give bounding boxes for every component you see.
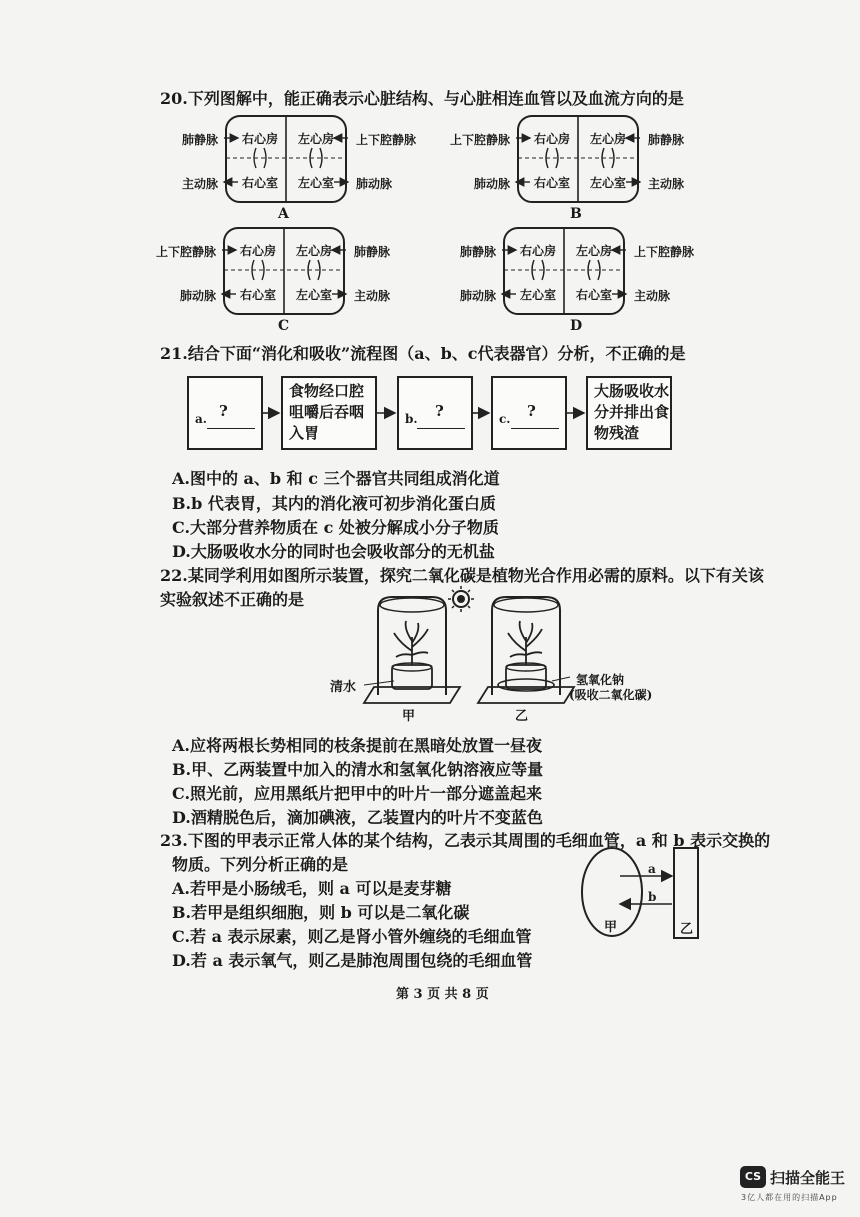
q22-option-d: D.酒精脱色后，滴加碘液，乙装置内的叶片不变蓝色	[172, 808, 543, 827]
heart-label-rv: 右心室	[240, 288, 277, 302]
q21-option-c: C.大部分营养物质在 c 处被分解成小分子物质	[172, 518, 499, 537]
heart-label-right-bottom: 主动脉	[648, 177, 685, 191]
q20-title: 20.下列图解中，能正确表示心脏结构、与心脏相连血管以及血流方向的是	[160, 89, 684, 108]
heart-label-right-bottom: 肺动脉	[356, 177, 393, 191]
flow-box-a-label: a.	[195, 412, 207, 426]
heart-label-la: 左心房	[298, 132, 335, 146]
flow-box-mouth-line3: 入胃	[289, 424, 320, 442]
flow-box-li-line2: 分并排出食	[594, 403, 670, 421]
flow-box-c-label: c.	[499, 412, 511, 426]
label-yi-23: 乙	[680, 922, 694, 937]
heart-label-left-top: 肺静脉	[459, 245, 496, 259]
heart-label-left-bottom: 肺动脉	[179, 289, 216, 303]
heart-label-right-bottom: 主动脉	[634, 289, 671, 303]
label-jia-23: 甲	[604, 920, 618, 935]
page-number: 第 3 页 共 8 页	[396, 987, 489, 1002]
heart-label-left-bottom: 肺动脉	[473, 177, 510, 191]
heart-label-lv: 右心室	[576, 288, 613, 302]
q23-option-d: D.若 a 表示氧气，则乙是肺泡周围包绕的毛细血管	[172, 951, 533, 970]
label-b: b	[648, 890, 657, 904]
heart-label-ra: 右心房	[534, 132, 571, 146]
q23-option-b: B.若甲是组织细胞，则 b 可以是二氧化碳	[172, 903, 470, 922]
camscanner-logo: CS	[740, 1166, 766, 1188]
heart-label-la: 左心房	[576, 244, 613, 258]
flow-arrows	[0, 0, 860, 470]
flow-box-li-line1: 大肠吸收水	[594, 382, 670, 400]
q23-option-c: C.若 a 表示尿素，则乙是肾小管外缠绕的毛细血管	[172, 927, 532, 946]
heart-label-la: 左心房	[590, 132, 627, 146]
heart-diagram-label-c: C	[278, 318, 290, 334]
q22-title-line2: 实验叙述不正确的是	[160, 590, 305, 609]
q23-title-line2: 物质。下列分析正确的是	[172, 855, 349, 874]
bell-jar-jia	[364, 597, 460, 703]
heart-label-left-top: 上下腔静脉	[449, 133, 510, 147]
heart-label-left-bottom: 肺动脉	[459, 289, 496, 303]
heart-label-left-top: 上下腔静脉	[155, 245, 216, 259]
flow-box-a-unknown: ?	[219, 402, 228, 420]
label-jia: 甲	[402, 709, 416, 724]
flow-box-li-line3: 物残渣	[594, 424, 640, 442]
heart-label-right-top: 上下腔静脉	[634, 245, 695, 259]
heart-label-ra: 右心房	[240, 244, 277, 258]
camscanner-tagline: 3亿人都在用的扫描App	[741, 1193, 838, 1202]
heart-label-lv: 左心室	[296, 288, 333, 302]
q21-option-b: B.b 代表胃，其内的消化液可初步消化蛋白质	[172, 494, 496, 513]
q22-option-a: A.应将两根长势相同的枝条提前在黑暗处放置一昼夜	[172, 736, 542, 755]
heart-label-rv: 左心室	[520, 288, 557, 302]
flow-box-mouth-line2: 咀嚼后吞咽	[289, 403, 365, 421]
heart-label-right-top: 肺静脉	[354, 245, 391, 259]
label-yi: 乙	[515, 709, 529, 724]
heart-label-ra: 右心房	[520, 244, 557, 258]
label-naoh: 氢氧化钠	[576, 673, 625, 687]
label-naoh-note: (吸收二氧化碳)	[569, 688, 653, 702]
camscanner-brand: 扫描全能王	[770, 1169, 846, 1187]
bell-jar-yi	[478, 597, 574, 703]
label-a: a	[648, 862, 656, 876]
heart-diagram-label-b: B	[570, 206, 582, 222]
q23-title-line1: 23.下图的甲表示正常人体的某个结构，乙表示其周围的毛细血管，a 和 b 表示交换的	[160, 831, 771, 850]
q23-option-a: A.若甲是小肠绒毛，则 a 可以是麦芽糖	[172, 879, 452, 898]
flow-box-c-unknown: ?	[527, 402, 536, 420]
heart-label-right-bottom: 主动脉	[354, 289, 391, 303]
heart-diagram-label-d: D	[570, 318, 583, 334]
heart-label-rv: 右心室	[242, 176, 279, 190]
q21-option-a: A.图中的 a、b 和 c 三个器官共同组成消化道	[172, 469, 500, 488]
heart-label-left-top: 肺静脉	[181, 133, 218, 147]
heart-diagram-label-a: A	[278, 206, 289, 222]
label-water: 清水	[330, 680, 357, 695]
heart-label-left-bottom: 主动脉	[181, 177, 218, 191]
flow-box-b-label: b.	[405, 412, 418, 426]
flow-box-b-unknown: ?	[435, 402, 444, 420]
flow-box-mouth-line1: 食物经口腔	[289, 382, 365, 400]
heart-label-lv: 左心室	[590, 176, 627, 190]
q21-option-d: D.大肠吸收水分的同时也会吸收部分的无机盐	[172, 542, 495, 561]
heart-label-rv: 右心室	[534, 176, 571, 190]
heart-label-la: 左心房	[296, 244, 333, 258]
heart-label-ra: 右心房	[242, 132, 279, 146]
q22-option-b: B.甲、乙两装置中加入的清水和氢氧化钠溶液应等量	[172, 760, 544, 779]
q22-title-line1: 22.某同学利用如图所示装置，探究二氧化碳是植物光合作用必需的原料。以下有关该	[160, 566, 764, 585]
heart-label-lv: 左心室	[298, 176, 335, 190]
q21-title: 21.结合下面“消化和吸收”流程图（a、b、c代表器官）分析，不正确的是	[160, 344, 686, 363]
heart-label-right-top: 肺静脉	[648, 133, 685, 147]
heart-label-right-top: 上下腔静脉	[356, 133, 417, 147]
sun-icon	[448, 586, 474, 612]
q22-option-c: C.照光前，应用黑纸片把甲中的叶片一部分遮盖起来	[172, 784, 543, 803]
